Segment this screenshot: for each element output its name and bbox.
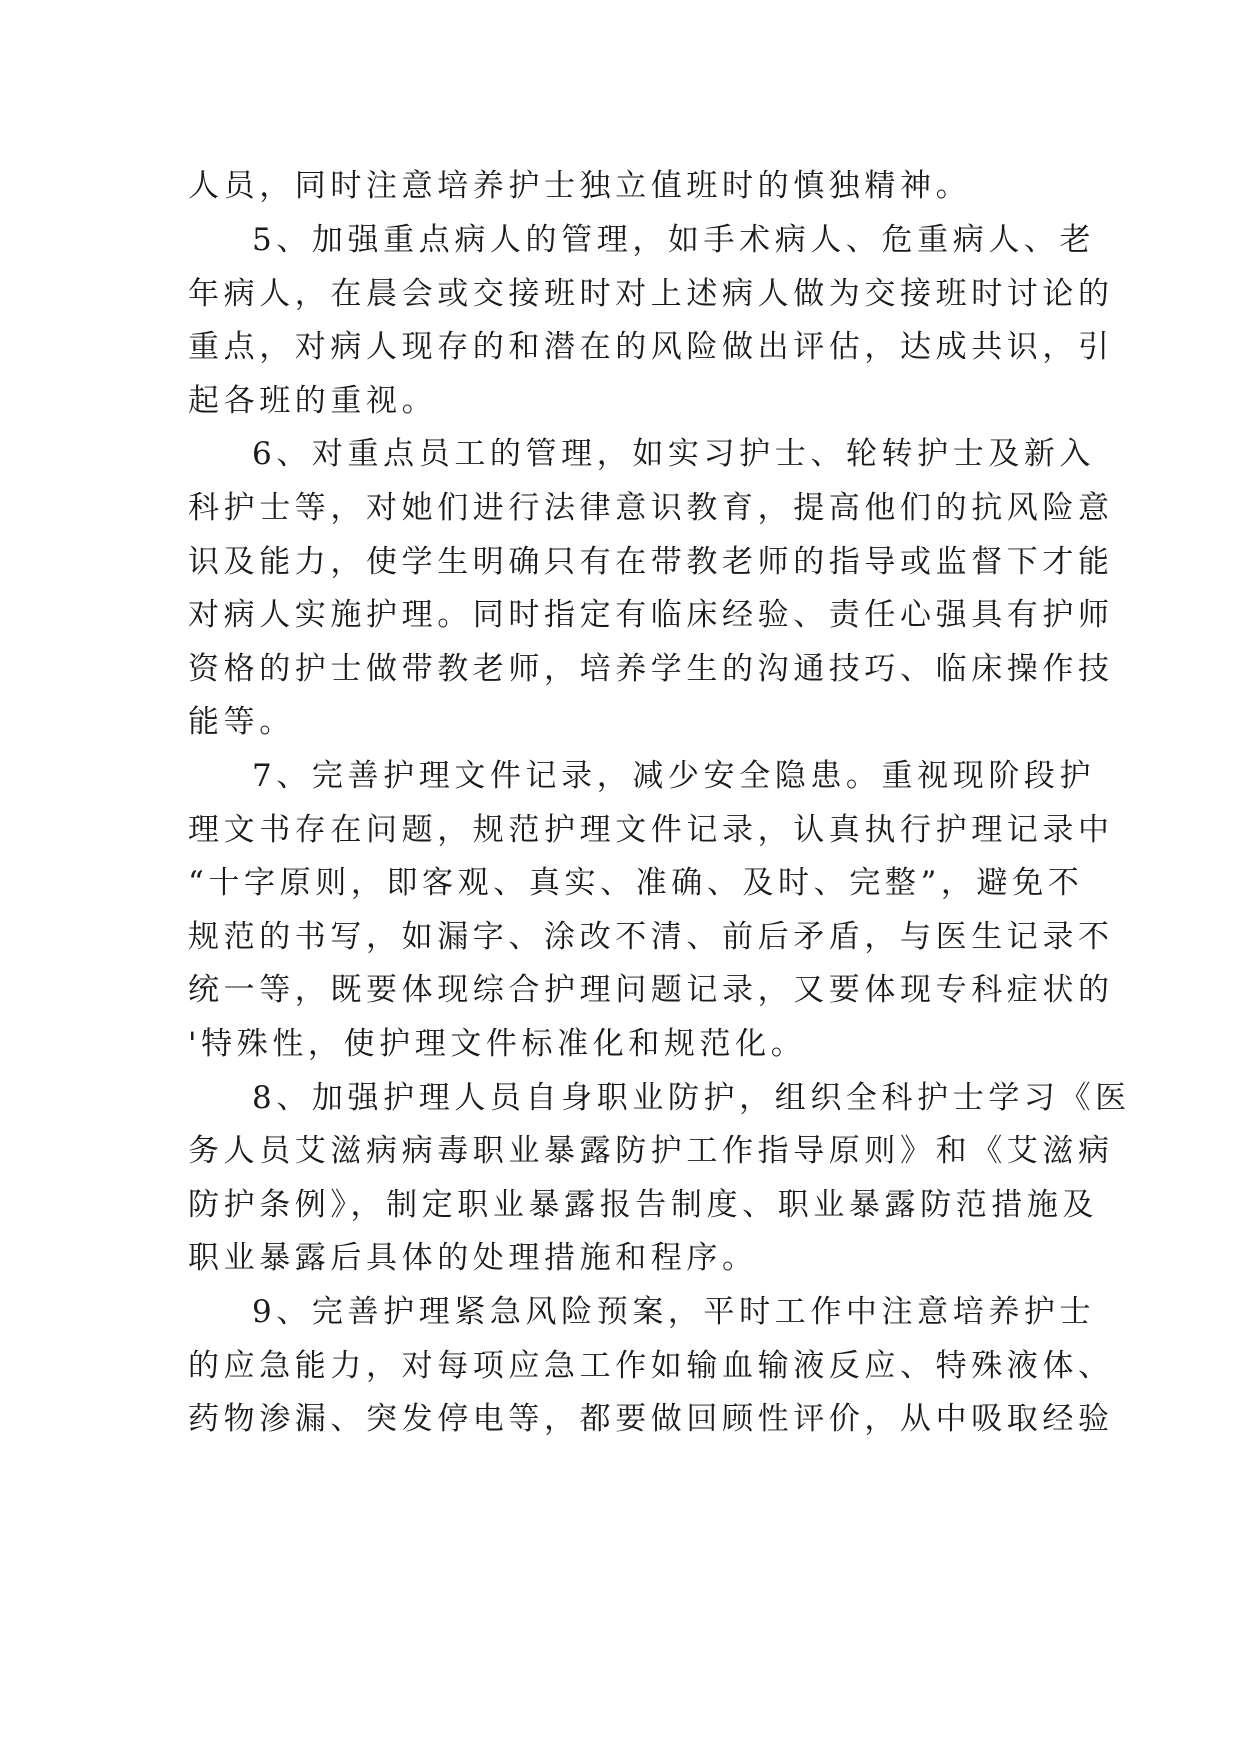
text-line: 7、完善护理文件记录，减少安全隐患。重视现阶段护	[252, 758, 1096, 794]
text-line: 统一等，既要体现综合护理问题记录，又要体现专科症状的	[188, 972, 1114, 1008]
text-line: 8、加强护理人员自身职业防护，组织全科护士学习《医	[252, 1080, 1131, 1116]
text-line: 重点，对病人现存的和潜在的风险做出评估，达成共识，引	[188, 329, 1114, 365]
text-line: 规范的书写，如漏字、涂改不清、前后矛盾，与医生记录不	[188, 919, 1114, 955]
text-line: '特殊性，使护理文件标准化和规范化。	[188, 1026, 807, 1062]
text-line: 6、对重点员工的管理，如实习护士、轮转护士及新入	[252, 436, 1096, 472]
text-line: 职业暴露后具体的处理措施和程序。	[188, 1240, 758, 1276]
text-line: 资格的护士做带教老师，培养学生的沟通技巧、临床操作技	[188, 651, 1114, 687]
text-line: 人员，同时注意培养护士独立值班时的慎独精神。	[188, 168, 972, 204]
text-line: 年病人，在晨会或交接班时对上述病人做为交接班时讨论的	[188, 276, 1114, 312]
text-line: 9、完善护理紧急风险预案，平时工作中注意培养护士	[252, 1294, 1096, 1330]
text-line: 防护条例》，制定职业暴露报告制度、职业暴露防范措施及	[188, 1187, 1099, 1223]
text-line: 务人员艾滋病病毒职业暴露防护工作指导原则》和《艾滋病	[188, 1133, 1114, 1169]
text-line: 的应急能力，对每项应急工作如输血输液反应、特殊液体、	[188, 1348, 1114, 1384]
text-line: 识及能力，使学生明确只有在带教老师的指导或监督下才能	[188, 544, 1114, 580]
text-line: 药物渗漏、突发停电等，都要做回顾性评价，从中吸取经验	[188, 1401, 1114, 1437]
text-line: 起各班的重视。	[188, 383, 438, 419]
text-line: 科护士等，对她们进行法律意识教育，提高他们的抗风险意	[188, 490, 1114, 526]
text-line: 理文书存在问题，规范护理文件记录，认真执行护理记录中	[188, 812, 1114, 848]
text-line: 5、加强重点病人的管理，如手术病人、危重病人、老	[252, 222, 1096, 258]
text-line: 能等。	[188, 704, 295, 740]
text-line: 对病人实施护理。同时指定有临床经验、责任心强具有护师	[188, 597, 1114, 633]
text-line: “十字原则，即客观、真实、准确、及时、完整”，避免不	[188, 865, 1084, 901]
